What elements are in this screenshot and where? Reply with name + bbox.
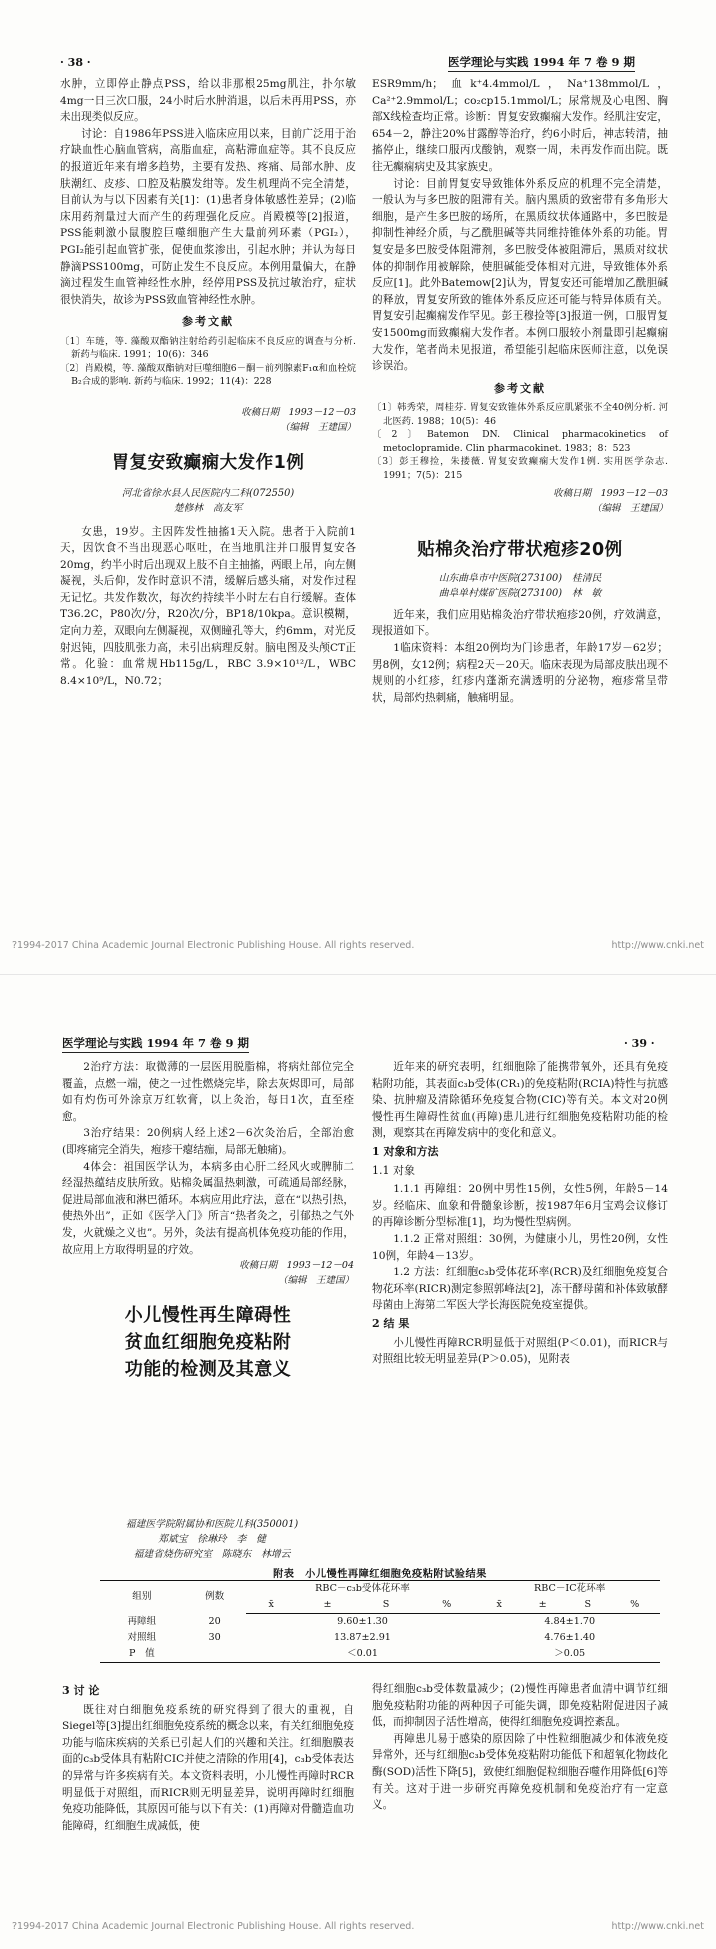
table-header: RBC－IC花环率 (479, 1581, 660, 1598)
right-column (372, 76, 668, 706)
section-heading: 2 结 果 (372, 1316, 410, 1330)
journal-header: 医学理论与实践 1994 年 7 卷 9 期 (62, 1035, 249, 1053)
journal-header: 医学理论与实践 1994 年 7 卷 9 期 (448, 54, 635, 72)
table-cell: 13.87±2.91 (334, 1632, 391, 1643)
table-cell: ＜0.01 (246, 1646, 480, 1663)
title-line: 功能的检测及其意义 (124, 1359, 292, 1381)
paragraph: 1.1.1 再障组：20例中男性15例，女性5例，年龄5－14岁。经临床、血象和骨髓象诊断，按1987年6月宝鸡会议修订的再障诊断分型标准[1]，均为慢性型病例。 (372, 1183, 668, 1229)
table-cell: 再障组 (127, 1615, 157, 1627)
results-table (100, 1580, 660, 1663)
paragraph: 近年来的研究表明，红细胞除了能携带氧外，还具有免疫粘附功能，其表面c₃b受体(CR₁)的免疫粘附(RCIA)特性与抗感染、抗肿瘤及清除循环免疫复合物(CIC)等有关。本文对20例慢性再生障碍性贫血(再障)患儿进行红细胞免疫粘附功能的检测，观察其在再障发病中的变化和意义。 (372, 1061, 668, 1140)
reference-item: 〔1〕韩秀荣，周桂芬. 胃复安致锥体外系反应肌紧张不全40例分析. 河北医药. 1988；10(5)：46 (372, 402, 668, 427)
article-authors: 郑斌宝 徐琳玲 李 健 (158, 1534, 266, 1545)
table-header-row (100, 1581, 660, 1598)
author-name: 林 敏 (571, 587, 602, 599)
table-cell: 9.60±1.30 (337, 1616, 388, 1627)
editor-text: （编辑 王建国） (277, 1275, 354, 1287)
table-cell: 4.84±1.70 (544, 1616, 596, 1627)
article-title (62, 1302, 354, 1383)
discussion-right-column (372, 1681, 668, 1814)
paragraph: 1.1.2 正常对照组：30例，为健康小儿，男性20例，女性10例，年龄4－13岁。 (372, 1232, 668, 1262)
paragraph: 水肿，立即停止静点PSS，给以非那根25mg肌注，扑尔敏4mg一日三次口服，24小时后水肿消退，以后未再用PSS，亦未出现类似反应。 (60, 78, 356, 124)
title-line: 小儿慢性再生障碍性 (124, 1305, 292, 1327)
paragraph: 2治疗方法：取微薄的一层医用脱脂棉，将病灶部位完全覆盖，点燃一端，使之一过性燃烧完毕，除去灰烬即可，局部如有灼伤可外涂京万红软膏，以上灸治，每日1次，直至痊愈。 (62, 1061, 354, 1123)
paragraph: 讨论：目前胃复安导致锥体外系反应的机理不完全清楚，一般认为与多巴胺的阻滞有关。脑内黑质的致密带有多角形大细胞，是产生多巴胺的场所，在黑质纹状体通路中，多巴胺是抑制性神经介质，与乙酰胆碱等共同维持锥体外系的功能。胃复安是多巴胺受体阻滞剂，多巴胺受体被阻滞后，黑质对纹状体的抑制作用被解除，使胆碱能受体相对亢进，导致锥体外系反应[1]。此外Batemow[2]认为，胃复安还可能增加乙酰胆碱的释放，胃复安所致的锥体外系反应还可能与特异体质有关。胃复安引起癫痫发作罕见。彭王穆捡等[3]报道一例，口服胃复安1500mg而致癫痫大发作者。本例口服较小剂量即引起癫痫大发作，笔者尚未见报道，希望能引起临床医师注意，以免误诊误治。 (372, 177, 668, 373)
paragraph: 再障患儿易于感染的原因除了中性粒细胞减少和体液免疫异常外，还与红细胞c₃b受体免疫粘附功能低下和超氧化物歧化酶(SOD)活性下降[5]，致使红细胞促粒细胞吞噬作用降低[6]等有关。这对于进一步研究再障免疫机制和免疫治疗有一定意义。 (372, 1732, 668, 1812)
affiliation-text: 曲阜单村煤矿医院(273100) (438, 587, 563, 599)
article-affiliation (372, 586, 668, 601)
author-name: 陈晓东 林增云 (221, 1549, 291, 1560)
reference-item: 〔2〕肖殿模，等. 藻酸双酯钠对巨噬细胞6－酮－前列腺素F₁α和血栓烷B₂合成的影响. 新药与临床. 1992；11(4)：228 (60, 362, 356, 388)
editor-text: （编辑 王建国） (279, 421, 356, 433)
left-column (62, 1059, 354, 1383)
affiliation-text: 山东曲阜市中医院(273100) (438, 572, 563, 584)
copyright-watermark (12, 940, 704, 951)
table-row (100, 1614, 660, 1631)
table-caption: 附表 小儿慢性再障红细胞免疫粘附试验结果 (273, 1568, 487, 1580)
references-heading: 参考文献 (182, 315, 234, 329)
article-title: 贴棉灸治疗带状疱疹20例 (417, 540, 623, 561)
website-text: http://www.cnki.net (611, 1921, 704, 1932)
paragraph: 既往对白细胞免疫系统的研究得到了很大的重视，自Siegel等[3]提出红细胞免疫系统的概念以来，有关红细胞免疫功能与临床疾病的关系已引起人们的兴趣和关注。红细胞膜表面的c₃b受体具有粘附CIC并使之清除的作用[4]，c₃b受体表达的异常与许多疾病有关。本文资料表明，小儿慢性再障时RCR明显低于对照组，而RICR则无明显差异，说明再障时红细胞免疫功能降低，其原因可能与以下有关：(1)再障对骨髓造血功能障碍，红细胞生成减低，使 (62, 1703, 355, 1832)
discussion-left-column (62, 1681, 354, 1834)
right-column (372, 1059, 668, 1368)
table-row (100, 1630, 660, 1646)
table-header: 组别 (100, 1581, 184, 1614)
table-header: 例数 (184, 1581, 246, 1614)
paragraph: ESR9mm/h；血k⁺4.4mmol/L，Na⁺138mmol/L，Ca²⁺2.9mmol/L；co₂cp15.1mmol/L；尿常规及心电图、胸部X线检查均正常。诊断：胃复安致癫痫大发作。经肌注安定，654－2，静注20%甘露醇等治疗，约6小时后，神志转清，抽搐停止，继续口服丙戊酸钠，观察一周，未再发作而出院。既往无癫痫病史及其家族史。 (372, 78, 668, 173)
table-cell: 4.76±1.40 (544, 1632, 596, 1643)
paragraph: 3治疗结果：20例病人经上述2－6次灸治后，全部治愈(即疼痛完全消失，疱疹干瘪结痂，局部无触痛)。 (62, 1127, 354, 1156)
section-heading: 3 讨 论 (62, 1684, 100, 1697)
paragraph: 1临床资料：本组20例均为门诊患者，年龄17岁－62岁；男8例，女12例；病程2天－20天。临床表现为局部皮肤出现不规则的小红疹，红疹内蓬渐充满透明的分泌物，疱疹常呈带状，局部灼热刺痛，触痛明显。 (372, 642, 668, 704)
paragraph: 近年来，我们应用贴棉灸治疗带状疱疹20例，疗效满意，现报道如下。 (372, 608, 668, 638)
received-date-text: 收稿日期 1993－12－03 (241, 406, 356, 418)
article-affiliation (62, 1547, 362, 1562)
journal-page-39 (0, 974, 716, 1949)
page-number: · 39 · (624, 1037, 655, 1050)
table-row (100, 1646, 660, 1663)
table-cell: 30 (208, 1632, 221, 1643)
received-date-text: 收稿日期 1993－12－04 (239, 1260, 354, 1272)
copyright-text: ?1994-2017 China Academic Journal Electronic Publishing House. All rights reserved. (12, 1921, 415, 1932)
received-date (60, 405, 356, 435)
section-heading: 1 对象和方法 (372, 1144, 439, 1158)
article-affiliation: 福建医学院附属协和医院儿科(350001) (125, 1519, 299, 1530)
table-cell: P 值 (100, 1646, 184, 1663)
table-cell: 20 (208, 1615, 221, 1627)
paragraph: 讨论：自1986年PSS进入临床应用以来，目前广泛用于治疗缺血性心脑血管病，高脂血症，高粘滞血症等。其不良反应的报道近年来有增多趋势，主要有发热、疼痛、局部水肿、皮肤潮红、皮疹、口腔及粘膜发绀等。发生机理尚不完全清楚，目前认为与以下因素有关[1]：(1)患者身体敏感性差异；(2)临床用药剂量过大而产生的药理强化反应。肖殿模等[2]报道，PSS能刺激小鼠腹腔巨噬细胞产生大量前列环素（PGI₂），PGI₂能引起血管扩张，促使血浆渗出，引起水肿；并认为每日静滴PSS100mg，可防止发生不良反应。本例用量偏大，在静滴过程发生血管神经性水肿，经停用PSS及抗过敏治疗，症状很快消失，故诊为PSS致血管神经性水肿。 (60, 127, 356, 306)
page-number: · 38 · (60, 56, 91, 69)
affiliation-text: 福建省烧伤研究室 (133, 1549, 212, 1560)
editor-text: （编辑 王建国） (591, 503, 668, 515)
copyright-text: ?1994-2017 China Academic Journal Electronic Publishing House. All rights reserved. (12, 940, 415, 951)
title-line: 贫血红细胞免疫粘附 (124, 1332, 292, 1354)
references-heading: 参考文献 (494, 381, 546, 395)
reference-list (60, 335, 356, 389)
subsection-heading: 1.1 对象 (372, 1163, 415, 1177)
reference-item: 〔3〕彭王穆捡，朱搂薇. 胃复安致癫痫大发作1例. 实用医学杂志. 1991；7(5)：215 (372, 456, 668, 481)
received-date (372, 486, 668, 516)
table-header: S (358, 1597, 414, 1614)
table-header: x̄ (246, 1597, 297, 1614)
received-date-text: 收稿日期 1993－12－03 (553, 488, 668, 500)
table-header: S (566, 1597, 609, 1614)
reference-item: 〔1〕车琏，等. 藻酸双酯钠注射给药引起临床不良反应的调查与分析. 新药与临床. 1991；10(6)：346 (60, 335, 356, 361)
paragraph: 4体会：祖国医学认为，本病多由心肝二经风火或脾肺二经湿热蕴结皮肤所致。贴棉灸属温热刺激，可疏通局部经脉，促进局部血液和淋巴循环。本病应用此疗法，意在“以热引热，使热外出”，正如《医学入门》所言“热者灸之，引郁热之气外发，火就燥之义也”。另外，灸法有提高机体免疫功能的作用，故应用上方取得明显的疗效。 (62, 1160, 354, 1256)
paragraph: 小儿慢性再障RCR明显低于对照组(P＜0.01)，而RICR与对照组比较无明显差异(P＞0.05)，见附表 (372, 1336, 668, 1366)
table-cell (184, 1646, 246, 1663)
article-title: 胃复安致癫痫大发作1例 (111, 452, 305, 473)
author-name: 桂清民 (571, 572, 602, 584)
journal-page-38 (0, 0, 716, 974)
website-text: http://www.cnki.net (611, 940, 704, 951)
table-header: ± (297, 1597, 358, 1614)
paragraph: 女患，19岁。主因阵发性抽搐1天入院。患者于入院前1天，因饮食不当出现恶心呕吐，在当地肌注并口服胃复安各20mg，约半小时后出现双上肢不自主抽搐，两眼上吊，向左侧凝视，头后仰，发作时意识不清，缓解后感头痛，对发作过程无记忆。共发作数次，每次约持续半小时左右自行缓解。查体T36.2C，P80次/分，R20次/分，BP18/10kpa。意识模糊，定向力差，双眼向左侧凝视，双侧瞳孔等大，约6mm，对光反射迟钝，四肢肌张力高，未引出病理反射。脑电图及头颅CT正常。化验：血常规Hb115g/L，RBC 3.9×10¹²/L，WBC 8.4×10⁹/L，N0.72； (60, 525, 356, 687)
copyright-watermark (12, 1921, 704, 1932)
left-column (60, 76, 356, 689)
article-affiliation (372, 571, 668, 586)
article-authors: 楚修林 高友军 (173, 502, 243, 514)
table-header: ± (519, 1597, 566, 1614)
table-cell: 对照组 (127, 1632, 157, 1643)
article-affiliation: 河北省徐水县人民医院内二科(072550) (121, 487, 295, 499)
table-cell: ＞0.05 (479, 1646, 660, 1663)
reference-list (372, 401, 668, 482)
received-date (62, 1258, 354, 1288)
table-header: x̄ (479, 1597, 519, 1614)
table-header: RBC－c₃b受体花环率 (246, 1581, 480, 1598)
paragraph: 1.2 方法：红细胞c₃b受体花环率(RCR)及红细胞免疫复合物花环率(RICR)测定参照郭峰法[2]，冻干酵母菌和补体致敏酵母菌由上海第二军医大学长海医院免疫室提供。 (372, 1266, 668, 1312)
table-header: % (414, 1597, 480, 1614)
reference-item: 〔2〕Batemon DN. Clinical pharmacokinetics of metoclopramide. Clin pharmacokinet. 1983；8：523 (372, 429, 668, 454)
results-table-block (100, 1565, 660, 1663)
table-header: % (609, 1597, 660, 1614)
paragraph: 得红细胞c₃b受体数量减少；(2)慢性再障患者血清中调节红细胞免疫粘附功能的两种因子可能失调，即免疫粘附促进因子减低，而抑制因子活性增高，使得红细胞免疫调控紊乱。 (372, 1683, 668, 1729)
